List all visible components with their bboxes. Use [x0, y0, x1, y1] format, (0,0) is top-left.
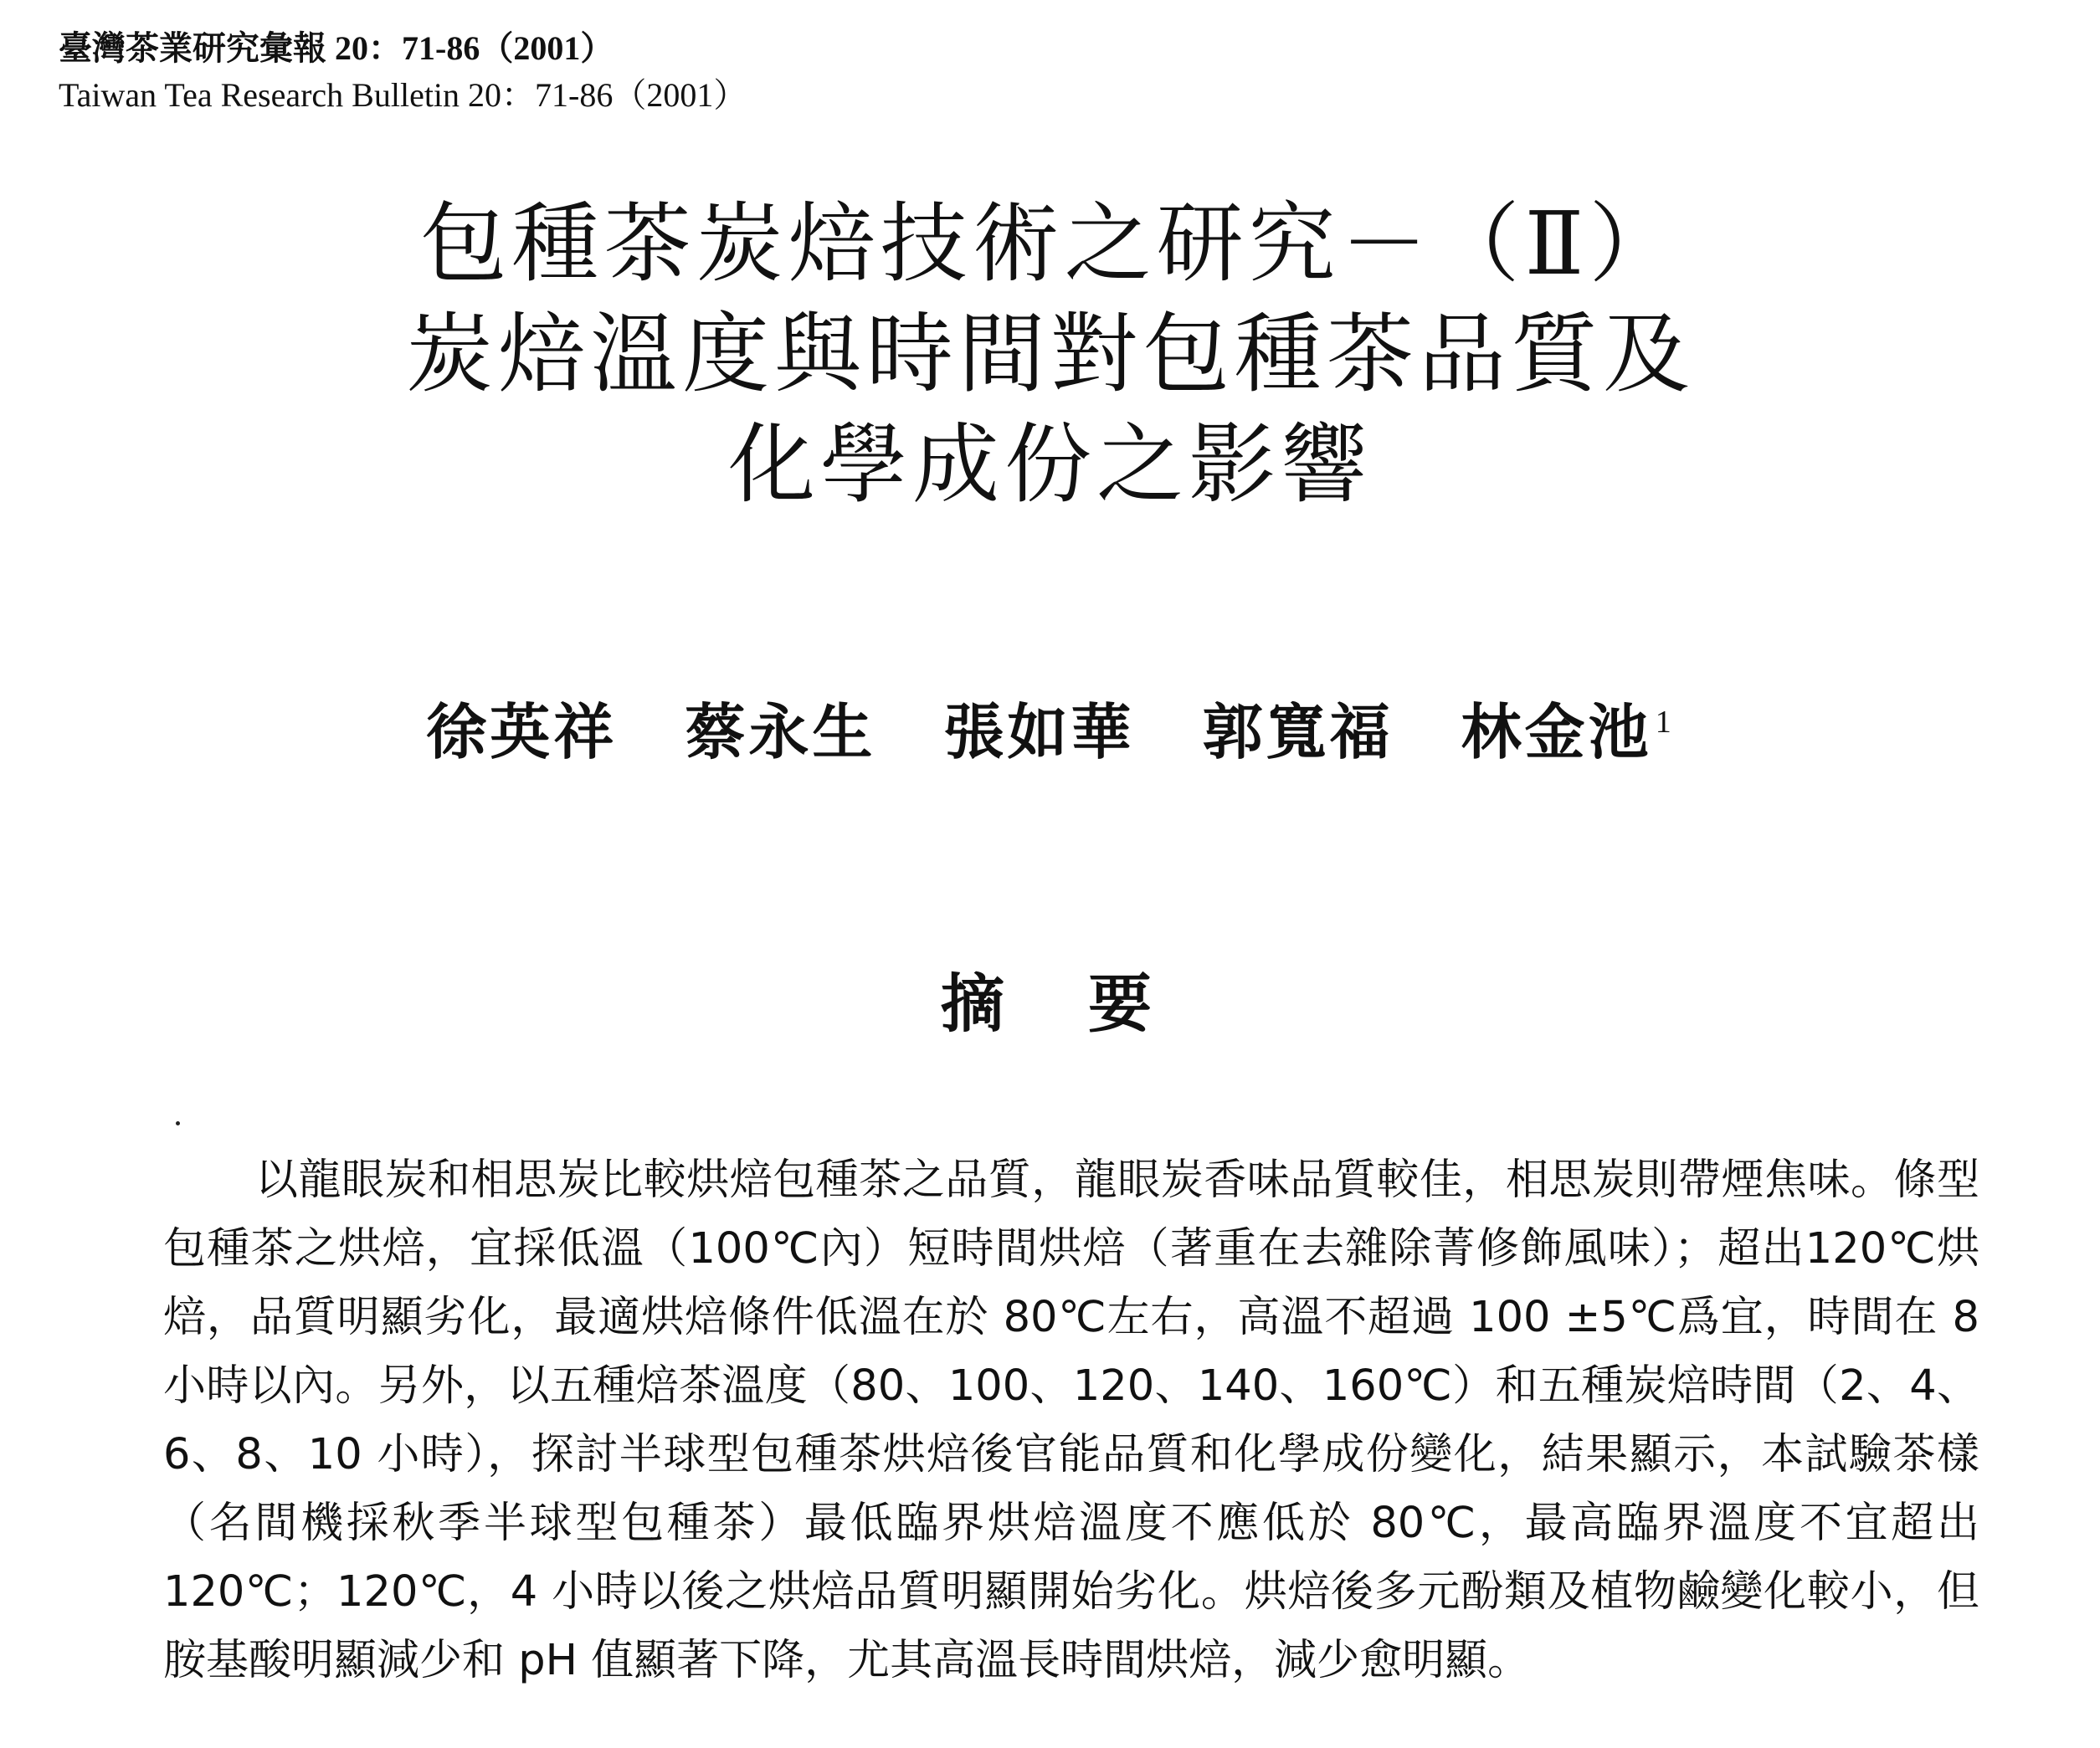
journal-citation-header [59, 25, 812, 119]
title-line-1: 包種茶炭焙技術之研究－（Ⅱ） [419, 192, 1682, 295]
title-line-2: 炭焙溫度與時間對包種茶品質及 [405, 303, 1695, 405]
title-line-3: 化學成份之影響 [727, 413, 1373, 515]
paper-title [318, 188, 1783, 520]
author-name: 蔡永生 [685, 696, 876, 767]
scan-speck [176, 1121, 180, 1125]
author-name: 郭寬福 [1202, 696, 1394, 767]
abstract-body: 以龍眼炭和相思炭比較烘焙包種茶之品質，龍眼炭香味品質較佳，相思炭則帶煙焦味。條型包種茶之烘焙，宜採低溫（100℃內）短時間烘焙（著重在去雜除菁修飾風味）；超出120℃烘焙，品質明顯劣化，最適烘焙條件低溫在於 80℃左右，高溫不超過 100 ±5℃爲宜，時間在 8 小時以內。另外，以五種焙茶溫度（80、100、120、140、160℃）和五種炭焙時間（2、4、6、8、10 小時），探討半球型包種茶烘焙後官能品質和化學成份變化，結果顯示，本試驗茶樣（名間機採秋季半球型包種茶）最低臨界烘焙溫度不應低於 80℃，最高臨界溫度不宜超出 120℃；120℃，4 小時以後之烘焙品質明顯開始劣化。烘焙後多元酚類及植物鹼變化較小，但胺基酸明顯減少和 pH 值顯著下降，尤其高溫長時間烘焙，減少愈明顯。 [163, 1156, 1979, 1685]
affiliation-superscript: 1 [1655, 705, 1675, 740]
author-name: 徐英祥 [426, 696, 618, 767]
author-name-text: 林金池 [1461, 696, 1652, 767]
author-name: 張如華 [943, 696, 1135, 767]
journal-citation-english: Taiwan Tea Research Bulletin 20：71-86（2001） [59, 76, 747, 114]
abstract-heading: 摘要 [941, 966, 1235, 1041]
author-name-last [1461, 690, 1675, 774]
journal-citation-chinese: 臺灣茶業研究彙報 20：71-86（2001） [59, 29, 614, 67]
author-list [318, 690, 1783, 774]
